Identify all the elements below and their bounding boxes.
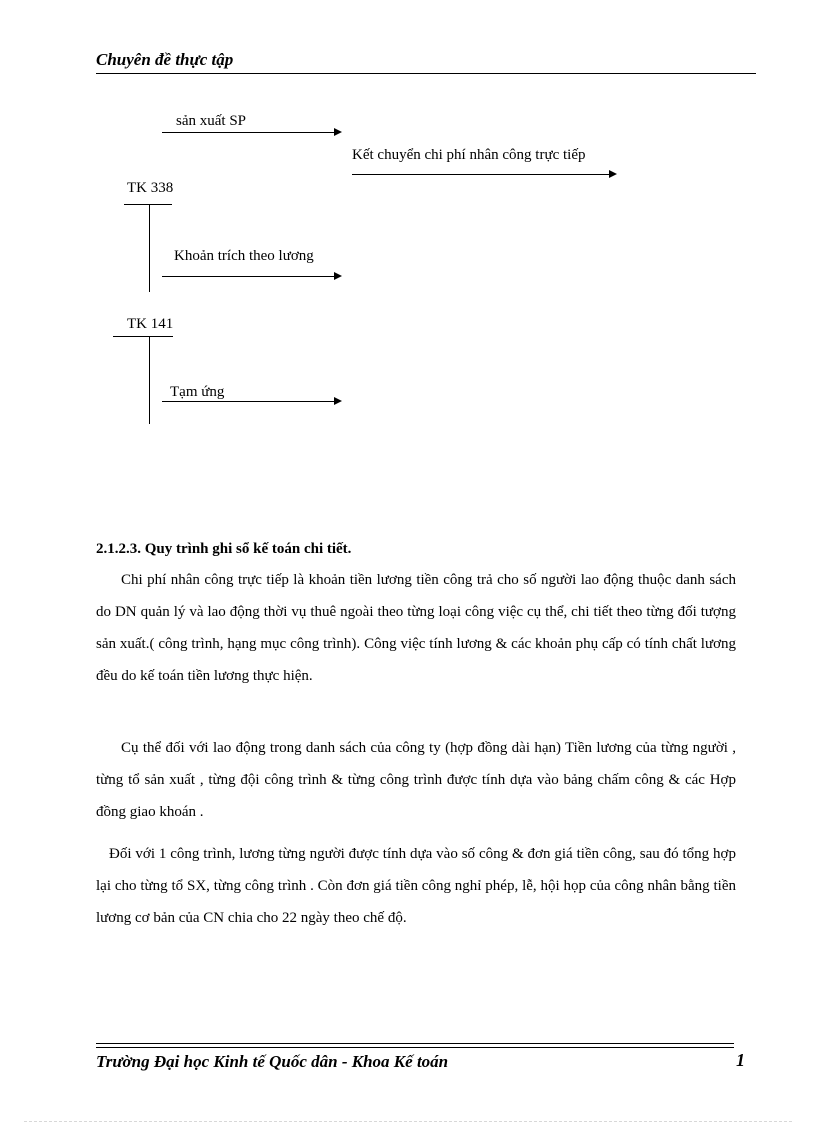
arrow-tam-ung-head (334, 397, 342, 405)
header-title: Chuyên đề thực tập (96, 50, 234, 69)
account-338-label: TK 338 (127, 180, 174, 196)
account-141-stem (149, 336, 150, 424)
arrow-ket-chuyen-line (352, 174, 609, 175)
account-338-top-bar (124, 204, 172, 205)
paragraph-3-block (96, 838, 736, 934)
account-141-top-bar (113, 336, 173, 337)
footer-text: Trường Đại học Kinh tế Quốc dân - Khoa Kế toán (96, 1052, 449, 1071)
label-tam-ung: Tạm ứng (170, 384, 225, 400)
account-141-label: TK 141 (127, 316, 174, 332)
arrow-san-xuat-head (334, 128, 342, 136)
arrow-khoan-trich-line (162, 276, 334, 277)
account-338-stem (149, 204, 150, 292)
page-number: 1 (736, 1050, 745, 1070)
section-heading: 2.1.2.3. Quy trình ghi sổ kế toán chi tiết. (96, 541, 352, 557)
footer-rule-top (96, 1043, 734, 1044)
paragraph-2: Cụ thể đối với lao động trong danh sách của công ty (hợp đồng dài hạn) Tiền lương của từng người , từng tổ sản xuất , từng đội công trình & từng công trình được tính dựa vào bảng chấm công & các Hợp đồng giao khoán . (96, 740, 736, 820)
page-edge-divider (24, 1121, 792, 1122)
arrow-san-xuat-line (162, 132, 334, 133)
paragraph-1: Chi phí nhân công trực tiếp là khoản tiền lương tiền công trả cho số người lao động thuộc danh sách do DN quản lý và lao động thời vụ thuê ngoài theo từng loại công việc cụ thể, chi tiết theo từng đối tượng sản xuất.( công trình, hạng mục công trình). Công việc tính lương & các khoản phụ cấp có tính chất lương đều do kế toán tiền lương thực hiện. (96, 572, 736, 684)
paragraph-2-block (96, 732, 736, 828)
arrow-ket-chuyen-head (609, 170, 617, 178)
label-khoan-trich: Khoản trích theo lương (174, 248, 314, 264)
paragraph-3: Đối với 1 công trình, lương từng người được tính dựa vào số công & đơn giá tiền công, sau đó tổng hợp lại cho từng tổ SX, từng công trình . Còn đơn giá tiền công nghỉ phép, lễ, hội họp của công nhân bằng tiền lương cơ bản của CN chia cho 22 ngày theo chế độ. (96, 846, 736, 926)
paragraph-1-block (96, 564, 736, 692)
arrow-tam-ung-line (162, 401, 334, 402)
header-rule (96, 73, 756, 74)
label-san-xuat: sản xuất SP (176, 113, 247, 129)
arrow-khoan-trich-head (334, 272, 342, 280)
label-ket-chuyen: Kết chuyển chi phí nhân công trực tiếp (352, 147, 586, 163)
footer-rule-bottom (96, 1047, 734, 1048)
